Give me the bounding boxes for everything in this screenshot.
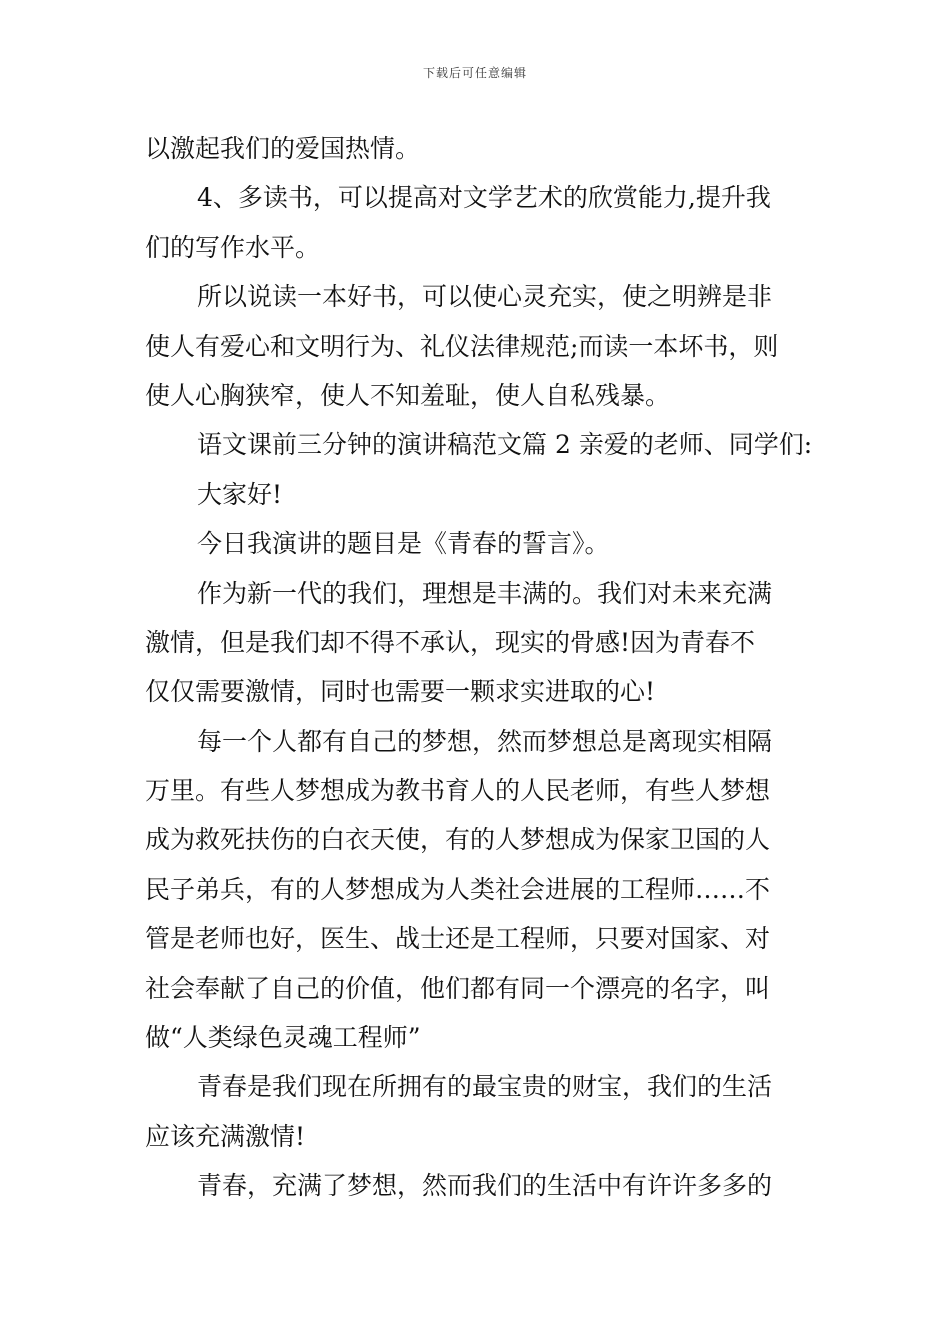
text-line-8: 大家好!	[197, 479, 283, 509]
text-line-16: 民子弟兵，有的人梦想成为人类社会进展的工程师……不	[145, 874, 771, 904]
text-line-14: 万里。有些人梦想成为教书育人的人民老师，有些人梦想	[145, 776, 771, 806]
text-line-9: 今日我演讲的题目是《青春的誓言》。	[197, 529, 610, 559]
text-line-18: 社会奉献了自己的价值，他们都有同一个漂亮的名字，叫	[145, 973, 771, 1003]
text-line-7: 语文课前三分钟的演讲稿范文篇 2 亲爱的老师、同学们:	[197, 430, 813, 460]
text-line-22: 青春，充满了梦想，然而我们的生活中有许许多多的	[197, 1171, 773, 1201]
text-line-21: 应该充满激情!	[145, 1121, 306, 1151]
text-line-3: 们的写作水平。	[145, 232, 321, 262]
text-line-19: 做“人类绿色灵魂工程师”	[145, 1023, 421, 1053]
text-line-12: 仅仅需要激情，同时也需要一颗求实进取的心!	[145, 677, 656, 707]
text-line-15: 成为救死扶伤的白衣天使，有的人梦想成为保家卫国的人	[145, 825, 771, 855]
text-line-4: 所以说读一本好书，可以使心灵充实，使之明辨是非	[197, 282, 773, 312]
text-line-10: 作为新一代的我们，理想是丰满的。我们对未来充满	[197, 578, 773, 608]
text-line-13: 每一个人都有自己的梦想，然而梦想总是离现实相隔	[197, 726, 773, 756]
text-line-20: 青春是我们现在所拥有的最宝贵的财宝，我们的生活	[197, 1072, 773, 1102]
text-line-11: 激情，但是我们却不得不承认，现实的骨感!因为青春不	[145, 627, 756, 657]
page-header-note: 下载后可任意编辑	[422, 66, 527, 80]
text-line-17: 管是老师也好，医生、战士还是工程师，只要对国家、对	[145, 924, 771, 954]
text-line-6: 使人心胸狭窄，使人不知羞耻，使人自私残暴。	[145, 380, 671, 410]
document-body	[145, 124, 813, 1211]
text-line-5: 使人有爱心和文明行为、礼仪法律规范;而读一本坏书，则	[145, 331, 779, 361]
text-line-1: 以激起我们的爱国热情。	[145, 134, 421, 163]
text-line-2: 4、多读书，可以提高对文学艺术的欣赏能力,提升我	[197, 183, 771, 213]
